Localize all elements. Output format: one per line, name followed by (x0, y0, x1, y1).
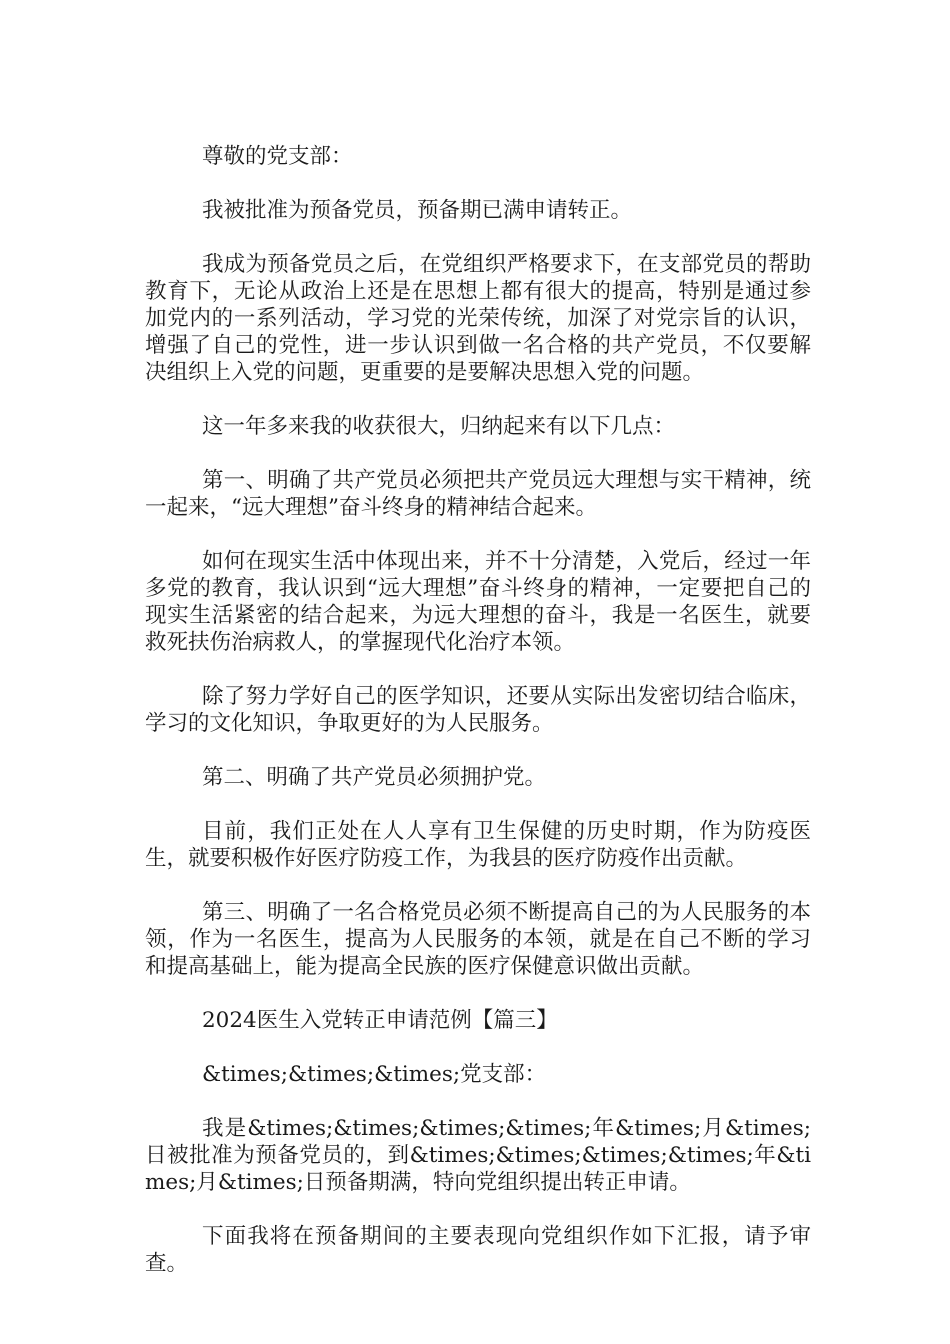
salutation-second: &times;&times;&times;党支部： (202, 1062, 547, 1087)
salutation: 尊敬的党支部： (202, 144, 353, 169)
paragraph-medical-study: 除了努力学好自己的医学知识，还要从实际出发密切结合临床，学习的文化知识，争取更好的为人民服务。 (145, 684, 811, 736)
paragraph-report-intro: 下面我将在预备期间的主要表现向党组织作如下汇报，请予审查。 (145, 1224, 811, 1276)
paragraph-point-one: 第一、明确了共产党员必须把共产党员远大理想与实干精神，统一起来，“远大理想”奋斗终身的精神结合起来。 (145, 468, 811, 520)
section-heading: 2024医生入党转正申请范例【篇三】 (202, 1008, 558, 1033)
paragraph-summary-intro: 这一年多来我的收获很大，归纳起来有以下几点： (202, 414, 676, 439)
paragraph-point-three: 第三、明确了一名合格党员必须不断提高自己的为人民服务的本领，作为一名医生，提高为人民服务的本领，就是在自己不断的学习和提高基础上，能为提高全民族的医疗保健意识做出贡献。 (145, 900, 811, 979)
paragraph-point-two: 第二、明确了共产党员必须拥护党。 (202, 765, 547, 790)
paragraph-point-one-detail: 如何在现实生活中体现出来，并不十分清楚，入党后，经过一年多党的教育，我认识到“远大理想”奋斗终身的精神，一定要把自己的现实生活紧密的结合起来，为远大理想的奋斗，我是一名医生，就要救死扶伤治病救人，的掌握现代化治疗本领。 (145, 549, 811, 655)
document-body (145, 143, 811, 1277)
paragraph-dates: 我是&times;&times;&times;&times;年&times;月&times;日被批准为预备党员的，到&times;&times;&times;&times;年&times;月&times;日预备期满，特向党组织提出转正申请。 (145, 1116, 811, 1195)
paragraph-application-statement: 我被批准为预备党员，预备期已满申请转正。 (202, 198, 633, 223)
paragraph-growth: 我成为预备党员之后，在党组织严格要求下，在支部党员的帮助教育下，无论从政治上还是在思想上都有很大的提高，特别是通过参加党内的一系列活动，学习党的光荣传统，加深了对党宗旨的认识，增强了自己的党性，进一步认识到做一名合格的共产党员，不仅要解决组织上入党的问题，更重要的是要解决思想入党的问题。 (145, 252, 811, 385)
paragraph-epidemic-prevention: 目前，我们正处在人人享有卫生保健的历史时期，作为防疫医生，就要积极作好医疗防疫工作，为我县的医疗防疫作出贡献。 (145, 819, 811, 871)
